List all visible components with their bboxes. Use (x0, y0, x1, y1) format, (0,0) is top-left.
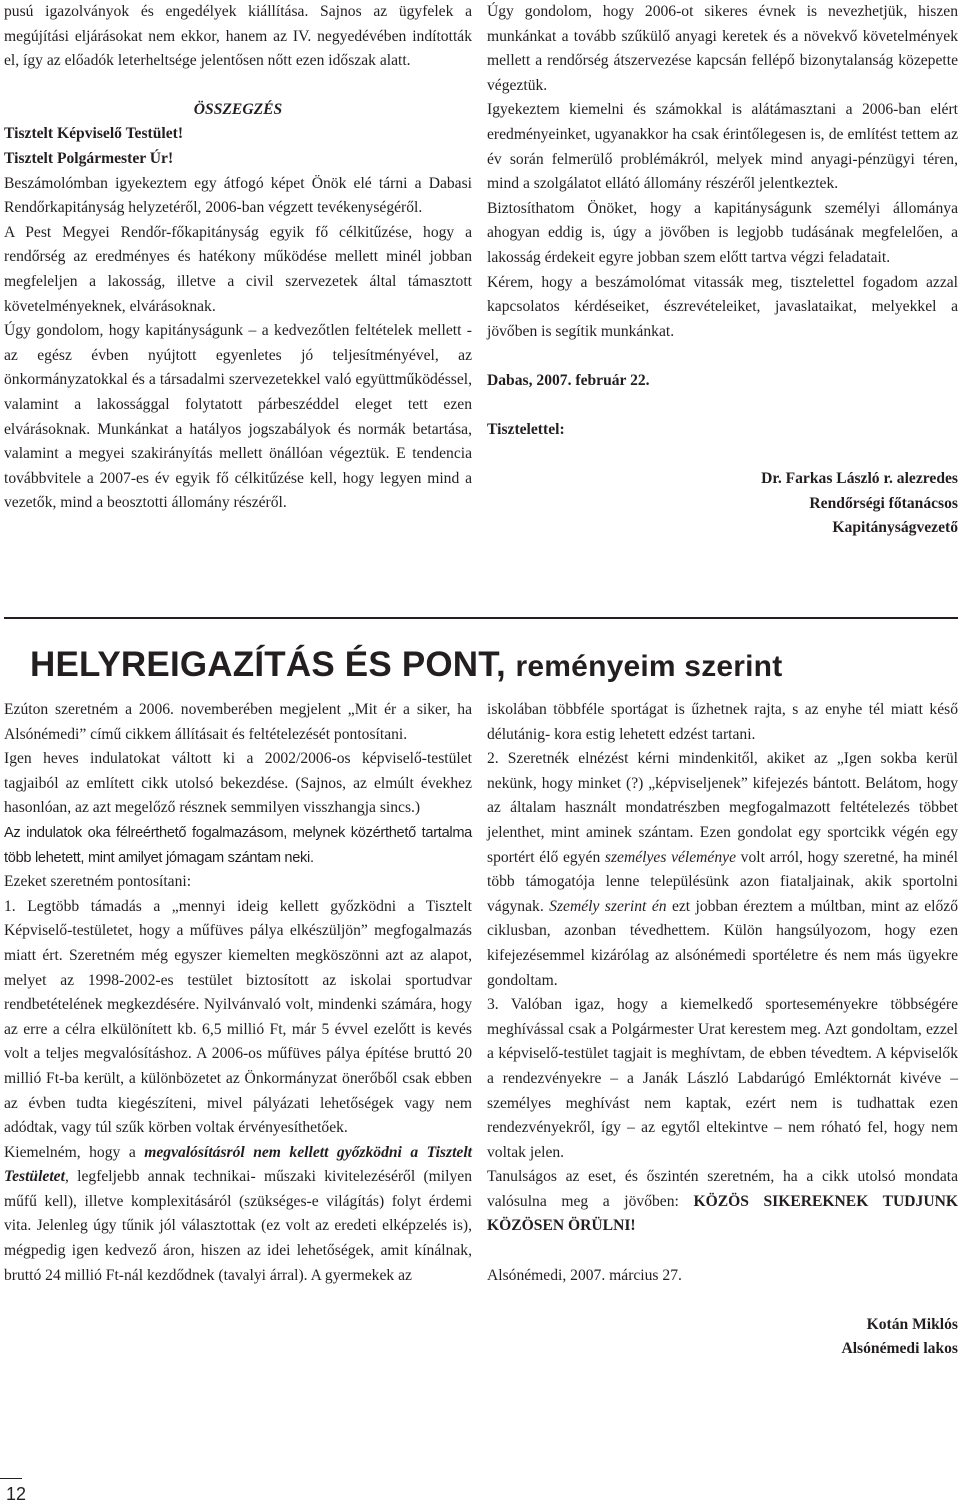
paragraph: 3. Valóban igaz, hogy a kiemelkedő sporteseményekre többségére meghívással csak a Polgármester Urat kerestem meg. Azt gondoltam, ezzel a képviselő-testület tagjait is meghívtam, de ebben tévedtem. A képviselők a rendezvényekre – a Janák László Labdarúgó Emléktornát kivéve – személyes meghívást nem kaptak, ezért nem is tudhattak ezen rendezvényekről, így – az egytől eltekintve – nem róható fel, hogy nem voltak jelen. (487, 996, 958, 1161)
section-divider (4, 617, 958, 619)
text-run: , legfeljebb annak technikai- műszaki kivitelezéséről (milyen műfű kell), illetve komplexitásáról (szükséges-e világítás) folyt érdemi vita. Jelenleg úgy tűnik jól választottak (ez volt az eredeti elképzelés is), mégpedig igen kedvező áron, hiszen az idei lehetőségek, amit kínálnak, bruttó 24 millió Ft-nál kezdődnek (tavalyi árral). A gyermekek az (4, 1168, 472, 1284)
paragraph (487, 747, 958, 993)
paragraph: Az indulatok oka félreérthető fogalmazásom, melynek közérthető tartalma több lehetett, mint amilyet jómagam szántam neki. (4, 824, 472, 866)
emphasis: Személy szerint én (549, 897, 667, 915)
paragraph (487, 1165, 958, 1239)
top-left-column (4, 0, 472, 516)
text-run: ezt jobban éreztem a múltban, mint az előző ciklusban, azonban tévedhettem. Külön hangsúlyozom, hogy ezen kifejezésemmel kizárólag az alsónémedi sportéletre és nem más ügyekre gondoltam. (487, 897, 958, 989)
paragraph: Beszámolómban igyekeztem egy átfogó képet Önök elé tárni a Dabasi Rendőrkapitányság helyzetéről, 2006-ban végzett tevékenységéről. (4, 174, 472, 217)
date-line: Alsónémedi, 2007. március 27. (487, 1266, 682, 1284)
spacer (487, 394, 958, 419)
salutation: Tisztelt Képviselő Testület! (4, 125, 184, 143)
paragraph: Biztosíthatom Önöket, hogy a kapitányságunk személyi állománya ahogyan eddig is, úgy a jövőben is legjobb tudásának megfelelően, a lakosság érdekeit egyre jobban szem előtt tartva végzi feladatait. (487, 199, 958, 266)
text-run: Tanulságos az eset, és őszintén szeretném, ha a cikk utolsó mondata valósulna meg a jövőben: (487, 1168, 958, 1210)
paragraph (4, 1141, 472, 1289)
emphasis: megvalósításról nem kellett győzködni a Tisztelt Testületet (4, 1143, 472, 1186)
paragraph: Igen heves indulatokat váltott ki a 2002/2006-os képviselő-testület tagjaiból az említett cikk utolsó bekezdése. (Sajnos, az elmúlt évekhez hasonlóan, az azt megelőző résznek semmilyen visszhangja sincs.) (4, 750, 472, 817)
spacer (487, 1288, 958, 1313)
article-title-rest: reményeim szerint (515, 650, 783, 683)
paragraph: Kérem, hogy a beszámolómat vitassák meg, tisztelettel fogadom azzal kapcsolatos kérdéseiket, észrevételeiket, javaslataikat, melyekkel a jövőben is segítik munkánkat. (487, 273, 958, 340)
signature-block (487, 467, 958, 541)
top-right-column (487, 0, 958, 541)
signature-place: Alsónémedi lakos (841, 1340, 958, 1358)
paragraph: Ezúton szeretném a 2006. novemberében megjelent „Mit ér a siker, ha Alsónémedi” című cikkem állításait és feltételezését pontosítani. (4, 701, 472, 743)
article-title (30, 643, 930, 689)
signature-block (487, 1313, 958, 1362)
footer-rule (0, 1478, 22, 1479)
section-heading: ÖSSZEGZÉS (193, 100, 283, 118)
paragraph: Igyekeztem kiemelni és számokkal is alátámasztani a 2006-ban elért eredményeinket, ugyanakkor ha csak érintőlegesen is, de említést tettem az év során felmerülő problémákról, melyek mind anyagi-pénzügyi téren, mind a szolgálatot ellátó állomány részéről jelentkeztek. (487, 101, 958, 193)
paragraph: A Pest Megyei Rendőr-főkapitányság egyik fő célkitűzése, hogy a rendőrség az eredményes és hatékony működése mellett minél jobban megfeleljen a lakosság, illetve a civil szervezetek által támasztott követelményeknek, elvárásoknak. (4, 223, 472, 315)
paragraph: iskolában többféle sportágat is űzhetnek rajta, s az enyhe tél miatt késő délutánig- kora estig lehetett edzést tartani. (487, 701, 958, 743)
paragraph: Úgy gondolom, hogy 2006-ot sikeres évnek is nevezhetjük, hiszen munkánkat a tovább szűkülő anyagi keretek és a növekvő követelmények mellett a rendőrség átszervezése kapcsán fellépő bizonytalanság közepette végeztük. (487, 3, 958, 94)
page-number: 12 (6, 1484, 27, 1504)
signature-title: Kapitányságvezető (832, 519, 958, 537)
closing: Tisztelettel: (487, 421, 565, 439)
text-run: 2. Szeretnék elnézést kérni mindenkitől, akiket az „Igen sokba kerül nekünk, hogy minket (?) „képviseljenek” kifejezés bántott. Belátom, hogy az általam használt mondatrészben megfogalmazott feltételezés többet jelenthet, mint aminek szántam. Ezen gondolat egy sportcikk végén egy sportért élő egyén (487, 750, 958, 866)
bottom-left-column (4, 698, 472, 1288)
signature-name: Dr. Farkas László r. alezredes (761, 470, 958, 488)
bottom-right-column (487, 698, 958, 1362)
salutation: Tisztelt Polgármester Úr! (4, 149, 174, 167)
paragraph: 1. Legtöbb támadás a „mennyi ideig kellett győzködni a Tisztelt Képviselő-testületet, hogy a műfüves pálya elkészüljön” megfogalmazás miatt ért. Szeretném még egyszer kiemelten megköszönni azt az alapot, melyet az 1998-2002-es testület biztosított az iskolai sportudvar rendbetételének megkezdésére. Nyilvánvaló volt, mindenki számára, hogy az erre a célra elkülönített kb. 6,5 millió Ft, már 5 évvel ezelőtt is kevés volt a teljes megvalósításhoz. A 2006-os műfüves pálya építése bruttó 20 millió Ft-ba került, a különbözetet az Önkormányzat önerőből csak ebben az évben tudta kiegészíteni, mivel pályázati lehetőségek vagy nem adódtak, vagy túl szűk körben voltak érvényesíthetőek. (4, 897, 472, 1137)
signature-name: Kotán Miklós (866, 1315, 958, 1333)
spacer (487, 344, 958, 369)
date-line: Dabas, 2007. február 22. (487, 371, 650, 389)
spacer (487, 443, 958, 468)
paragraph: pusú igazolványok és engedélyek kiállítása. Sajnos az ügyfelek a megújítási eljárásokat nem ekkor, hanem az IV. negyedévében indították el, így az előadók leterheltsége jelentősen nőtt ezen időszak alatt. (4, 3, 472, 70)
emphasis-bold: KÖZÖS SIKEREKNEK TUDJUNK KÖZÖSEN ÖRÜLNI! (487, 1192, 959, 1235)
text-run: Kiemelném, hogy a (4, 1143, 145, 1161)
article-title-caps: HELYREIGAZÍTÁS ÉS PONT, (30, 645, 506, 684)
signature-rank: Rendőrségi főtanácsos (809, 494, 958, 512)
paragraph: Ezeket szeretném pontosítani: (4, 873, 192, 891)
emphasis: személyes véleménye (604, 848, 736, 866)
paragraph: Úgy gondolom, hogy kapitányságunk – a kedvezőtlen feltételek mellett - az egész évben nyújtott egyenletes jó teljesítményével, az önkormányzatokkal és a társadalmi szervezetekkel való együttműködéssel, valamint a lakossággal folytatott párbeszéddel eleget tett ezen elvárásoknak. Munkánkat a hatályos jogszabályok és normák betartása, valamint a megyei szakirányítás mellett önállóan végeztük. E tendencia továbbvitele a 2007-es év egyik fő célkitűzése kell, hogy legyen mind a vezetők, mind a beosztotti állomány részéről. (4, 322, 472, 512)
text-run: volt arról, hogy szeretné, ha minél több támogatója lenne településünk azon fiataljainak, akik sportolni vágynak. (487, 848, 958, 915)
spacer (487, 1239, 958, 1264)
